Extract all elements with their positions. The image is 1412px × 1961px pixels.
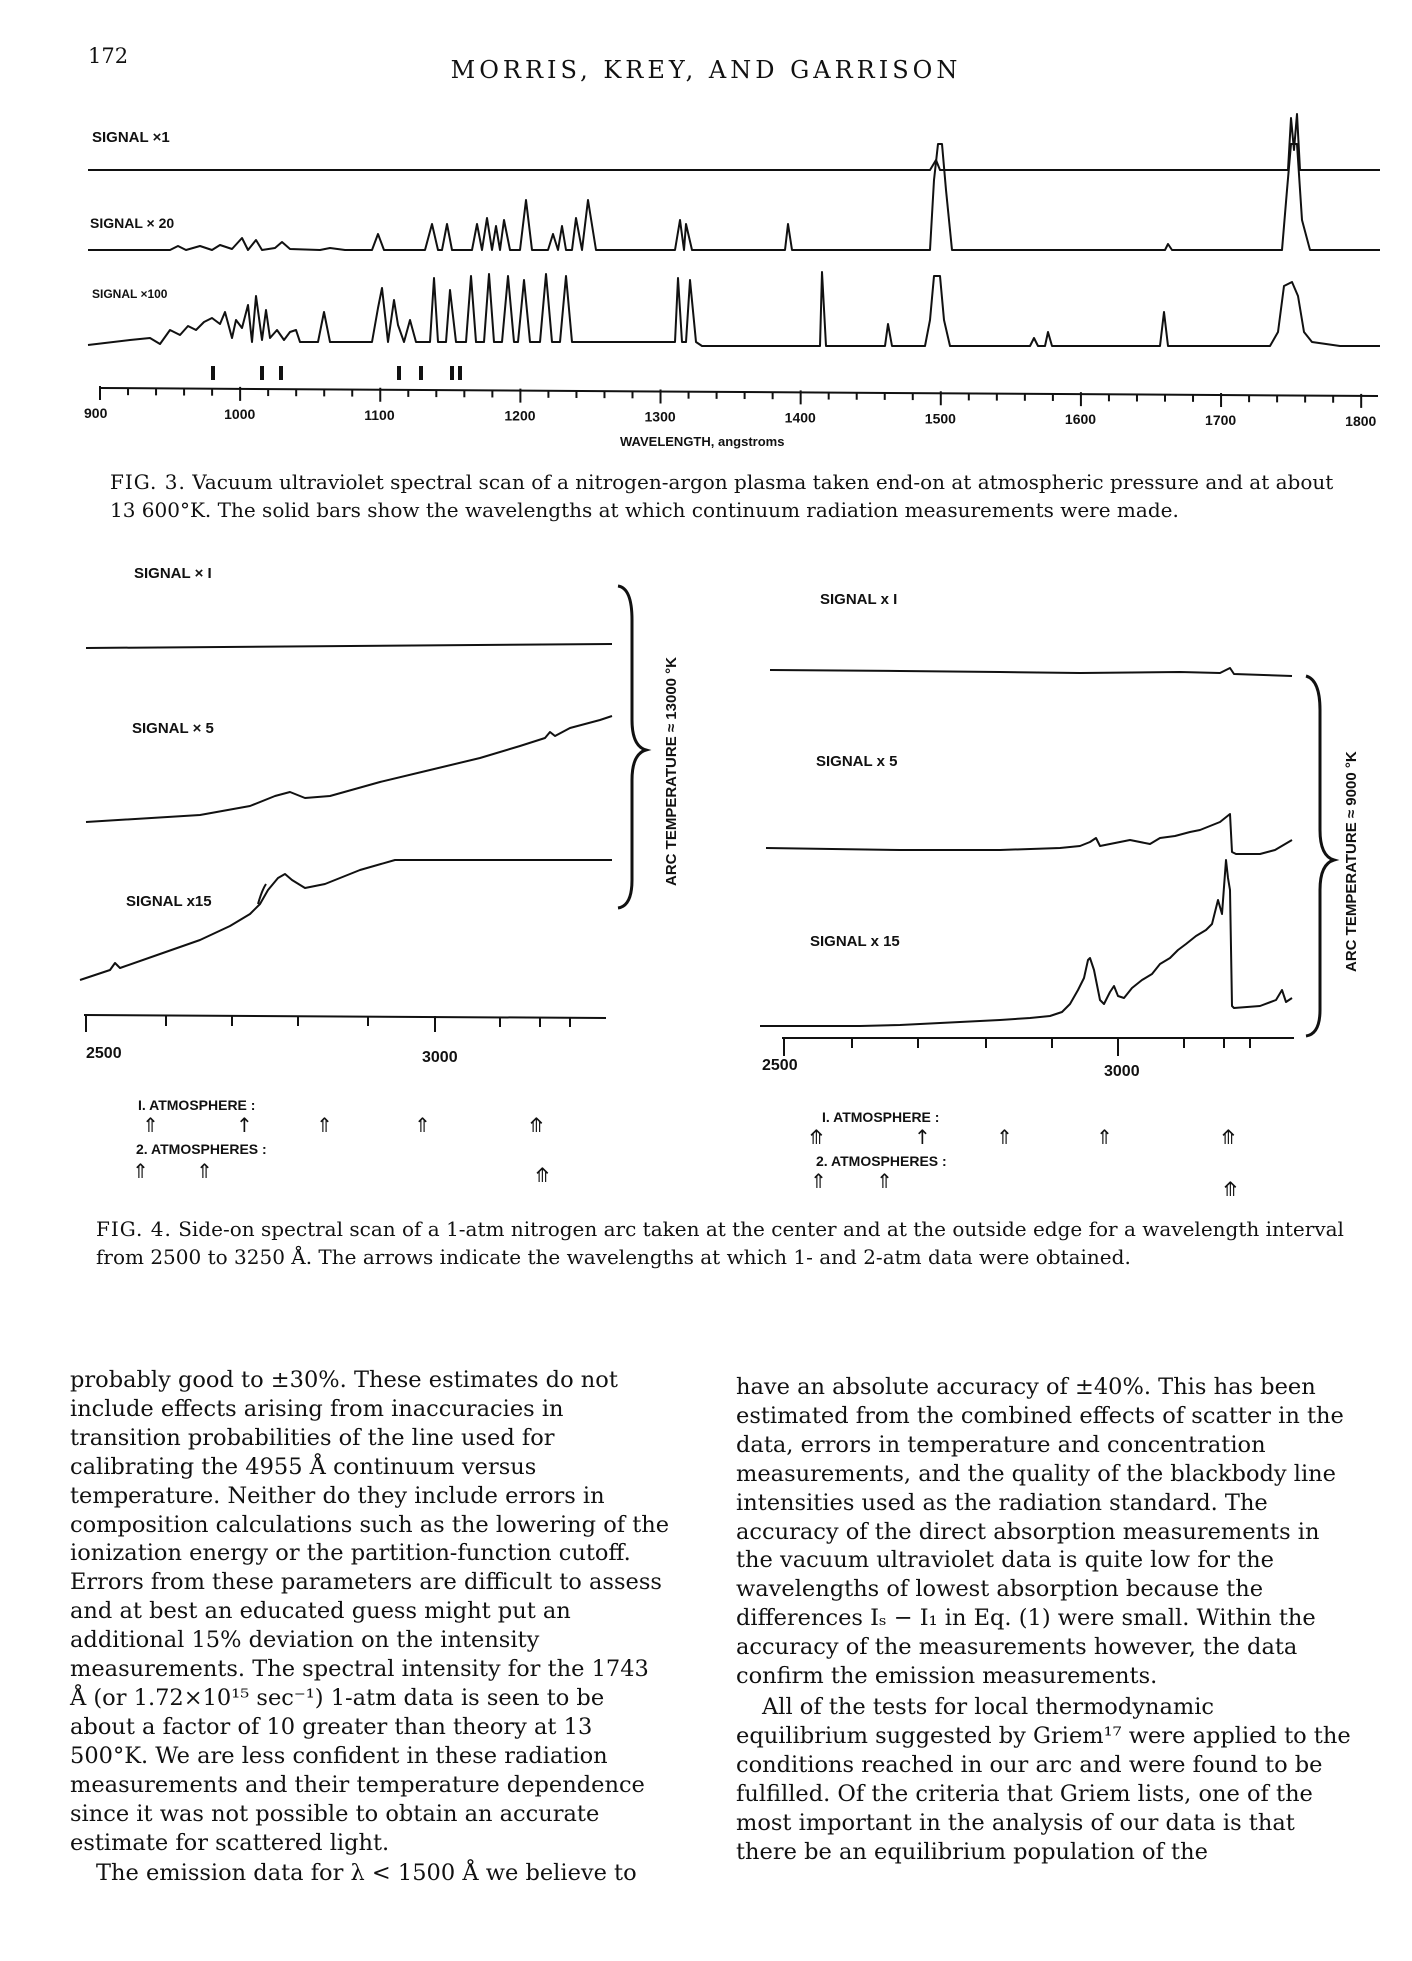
fig3-trace-x20 (88, 144, 1380, 250)
fig4-left-tick-2500: 2500 (86, 1045, 122, 1062)
fig4-left-legend-1atm: I. ATMOSPHERE : (138, 1097, 256, 1113)
fig3-tick-label: 1800 (1345, 412, 1377, 429)
fig4-right-tick-3000: 3000 (1104, 1063, 1140, 1080)
fig4-right-signal-label-1: SIGNAL x I (820, 591, 898, 608)
svg-text:↑: ↑ (236, 1113, 253, 1137)
page-number: 172 (88, 44, 129, 68)
fig3-x-axis-title: WAVELENGTH, angstroms (620, 434, 785, 449)
fig3-measurement-bars (211, 366, 462, 380)
svg-text:⇑: ⇑ (316, 1113, 333, 1137)
fig3-caption-label: FIG. 3. (110, 470, 186, 494)
svg-text:⇑: ⇑ (132, 1159, 149, 1183)
fig4-left-panel (80, 565, 680, 1187)
fig3-caption-text: Vacuum ultraviolet spectral scan of a nitrogen-argon plasma taken end-on at atmospheric pressure and at about 13 600°K. The solid bars show the wavelengths at which continuum radiation measurements were made. (110, 470, 1334, 522)
right-paragraph-1: have an absolute accuracy of ±40%. This has been estimated from the combined effects of scatter in the data, errors in temperature and concentration measurements, and the quality of the blackbody line intensities used as the radiation standard. The accuracy of the direct absorption measurements in the vacuum ultraviolet data is quite low for the wavelengths of lowest absorption because the differences Iₛ − I₁ in Eq. (1) were small. Within the accuracy of the measurements however, the data confirm the emission measurements. (736, 1374, 1344, 1690)
svg-text:⇑: ⇑ (810, 1169, 827, 1193)
left-paragraph-1: probably good to ±30%. These estimates do not include effects arising from inaccuracies in transition probabilities of the line used for calibrating the 4955 Å continuum versus temperature. Neither do they include errors in composition calculations such as the lowering of the ionization energy or the partition-function cutoff. Errors from these parameters are difficult to assess and at best an educated guess might put an additional 15% deviation on the intensity measurements. The spectral intensity for the 1743 Å (or 1.72×10¹⁵ sec⁻¹) 1-atm data is seen to be about a factor of 10 greater than theory at 13 500°K. We are less confident in these radiation measurements and their temperature dependence since it was not possible to obtain an accurate estimate for scattered light. (70, 1367, 670, 1856)
fig3-tick-label: 1500 (924, 410, 956, 427)
fig3-caption (110, 468, 1350, 524)
fig3-tick-label: 1300 (644, 408, 676, 425)
figure-4 (0, 560, 1412, 1200)
fig4-right-legend-2atm: 2. ATMOSPHERES : (816, 1153, 947, 1169)
fig4-left-signal-label-3: SIGNAL x15 (126, 893, 212, 910)
fig4-right-trace-x1 (770, 668, 1292, 676)
fig3-trace-x100 (88, 272, 1380, 346)
fig4-caption (96, 1215, 1356, 1271)
fig3-tick-label: 1000 (224, 405, 256, 422)
fig4-right-temperature-label: ARC TEMPERATURE ≈ 9000 °K (1343, 751, 1360, 972)
fig3-tick-label: 1600 (1064, 411, 1097, 428)
fig3-trace-x1 (88, 114, 1380, 170)
svg-text:⤊: ⤊ (534, 1163, 551, 1187)
fig4-right-legend-1atm: I. ATMOSPHERE : (822, 1109, 940, 1125)
fig3-x-tick-labels (84, 405, 1377, 429)
fig4-left-signal-label-1: SIGNAL × I (134, 565, 212, 582)
fig3-tick-label: 1200 (504, 407, 536, 424)
fig4-right-signal-label-3: SIGNAL x 15 (810, 933, 900, 950)
svg-text:⇑: ⇑ (414, 1113, 431, 1137)
right-paragraph-2: All of the tests for local thermodynamic equilibrium suggested by Griem¹⁷ were applied to the conditions reached in our arc and were found to be fulfilled. Of the criteria that Griem lists, one of the most important in the analysis of our data is that there be an equilibrium population of the (736, 1693, 1351, 1865)
running-head: MORRIS, KREY, AND GARRISON (450, 56, 962, 84)
svg-text:⇑: ⇑ (196, 1159, 213, 1183)
fig4-left-trace-x1 (86, 644, 612, 648)
fig4-left-signal-label-2: SIGNAL × 5 (132, 720, 214, 737)
fig3-tick-label: 900 (84, 405, 108, 421)
fig3-signal-label-3: SIGNAL ×100 (92, 287, 168, 301)
fig4-left-x-axis (84, 1015, 606, 1018)
left-column (70, 1366, 670, 1888)
svg-text:⇑: ⇑ (1096, 1125, 1113, 1149)
fig4-left-brace (618, 586, 646, 908)
fig3-signal-label-1: SIGNAL ×1 (92, 129, 170, 146)
svg-text:⤊: ⤊ (528, 1113, 545, 1137)
fig4-caption-text: Side-on spectral scan of a 1-atm nitrogen arc taken at the center and at the outside edge for a wavelength interval from 2500 to 3250 Å. The arrows indicate the wavelengths at which 1- and 2-atm data were obtained. (96, 1217, 1344, 1269)
fig4-right-signal-label-2: SIGNAL x 5 (816, 753, 898, 770)
fig4-right-trace-x5 (766, 814, 1292, 854)
figure-3 (0, 100, 1412, 460)
left-paragraph-2: The emission data for λ < 1500 Å we believe to (96, 1860, 637, 1887)
fig3-x-axis (100, 388, 1378, 396)
fig4-right-brace (1306, 676, 1334, 1036)
svg-text:⤊: ⤊ (1220, 1125, 1237, 1149)
fig3-tick-label: 1400 (784, 409, 816, 426)
svg-text:⤊: ⤊ (808, 1125, 825, 1149)
fig4-caption-label: FIG. 4. (96, 1217, 172, 1241)
fig4-right-x-ticks (784, 1038, 1250, 1056)
fig3-tick-label: 1700 (1205, 412, 1237, 429)
svg-text:⇑: ⇑ (142, 1113, 159, 1137)
right-column (736, 1373, 1352, 1866)
fig4-left-trace-x15 (80, 860, 612, 980)
fig4-left-tick-3000: 3000 (422, 1049, 458, 1066)
svg-text:⇑: ⇑ (996, 1125, 1013, 1149)
fig4-left-temperature-label: ARC TEMPERATURE ≈ 13000 °K (663, 657, 680, 886)
fig3-signal-label-2: SIGNAL × 20 (90, 215, 175, 231)
fig4-right-tick-2500: 2500 (762, 1057, 798, 1074)
svg-text:⇑: ⇑ (876, 1169, 893, 1193)
svg-text:↑: ↑ (914, 1125, 931, 1149)
fig3-tick-label: 1100 (364, 406, 395, 423)
fig4-left-legend-2atm: 2. ATMOSPHERES : (136, 1141, 267, 1157)
svg-text:⤊: ⤊ (1222, 1177, 1239, 1200)
fig4-right-panel (760, 591, 1360, 1200)
